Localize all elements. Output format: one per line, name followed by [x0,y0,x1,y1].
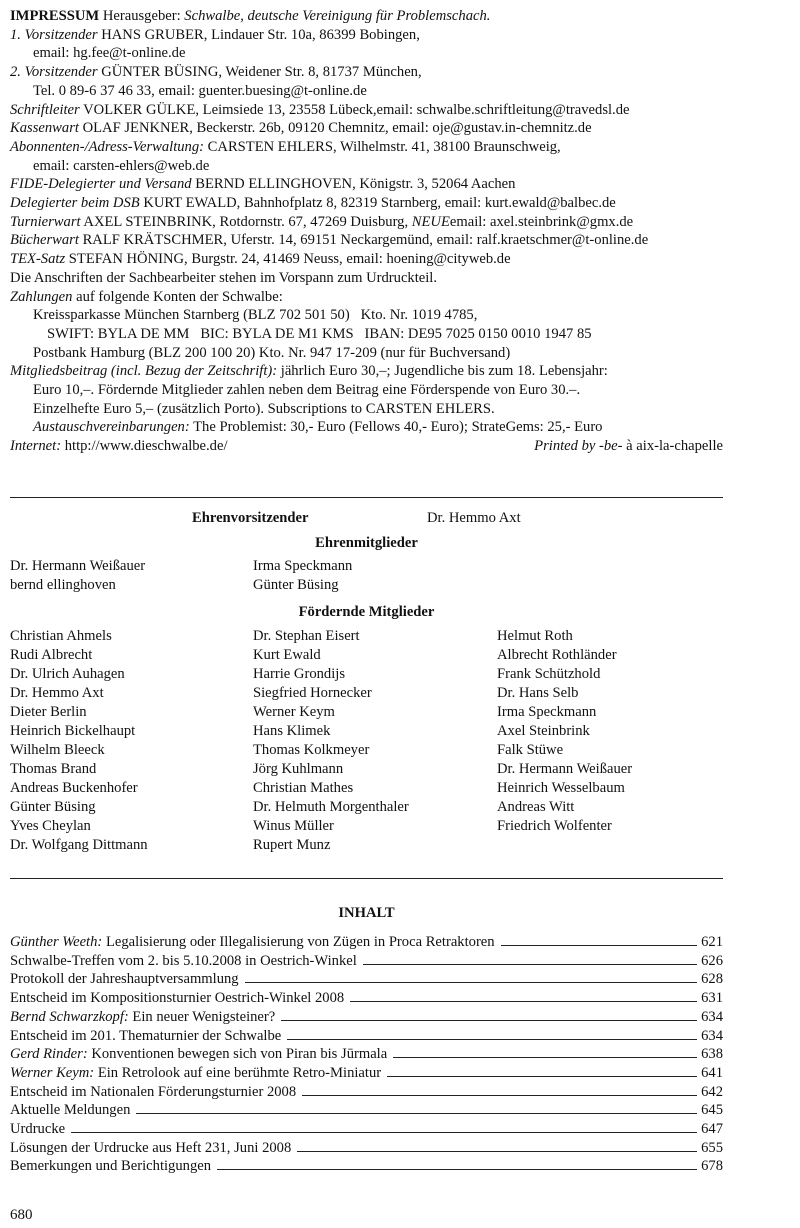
impressum-heading: IMPRESSUM [10,8,100,24]
member-name: Axel Steinbrink [497,723,590,739]
chair2-contact: Tel. 0 89-6 37 46 33, email: guenter.buesing@t-online.de [33,82,367,99]
toc-title: Protokoll der Jahreshauptversammlung [10,971,239,988]
member-name: Hans Klimek [253,723,331,739]
toc-entry [10,952,723,971]
member-name: Werner Keym [253,704,335,720]
toc-entry-text [10,989,344,1008]
member-name: Dr. Wolfgang Dittmann [10,837,148,853]
toc-entry [10,1101,723,1120]
exchange-label: Austauschvereinbarungen: [33,419,190,436]
member-name: Dr. Ulrich Auhagen [10,666,125,682]
tournament: AXEL STEINBRINK, Rotdornstr. 67, 47269 Duisburg, [83,213,409,230]
toc-page: 645 [701,1102,723,1119]
toc-leader [387,1076,697,1077]
member-name: Christian Mathes [253,780,354,796]
toc-title: Aktuelle Meldungen [10,1102,131,1119]
toc-page: 638 [701,1046,723,1063]
tournament-neue: NEUE [411,213,450,230]
dsb: KURT EWALD, Bahnhofplatz 8, 82319 Starnberg, email: kurt.ewald@balbec.de [143,195,616,212]
honorary-members-heading: Ehrenmitglieder [315,535,418,551]
honorary-members-left [10,557,145,595]
exchange-text: The Problemist: 30,- Euro (Fellows 40,- Euro); StrateGems: 25,- Euro [193,419,603,436]
member-name: Christian Ahmels [10,628,112,644]
toc-page: 642 [701,1083,723,1100]
printed-by-line [534,437,723,456]
member-name: Harrie Grondijs [253,666,345,682]
toc-entry-text [10,1083,296,1102]
chair2: GÜNTER BÜSING, Weidener Str. 8, 81737 München, [101,64,422,81]
toc-entry [10,970,723,989]
toc-page: 641 [701,1064,723,1081]
member-name: Jörg Kuhlmann [253,761,344,777]
toc-author: Gerd Rinder: [10,1046,88,1063]
toc-leader [245,982,698,983]
member-name: Albrecht Rothländer [497,647,617,663]
toc-leader [302,1095,697,1096]
publisher-label: Herausgeber: [102,8,181,24]
toc-title: Urdrucke [10,1121,66,1138]
books: RALF KRÄTSCHMER, Uferstr. 14, 69151 Neckargemünd, email: ralf.kraetschmer@t-online.de [82,232,649,249]
toc-title: Entscheid im Nationalen Förderungsturnier 2008 [10,1083,297,1100]
fee-label: Mitgliedsbeitrag (incl. Bezug der Zeitschrift): [10,363,278,380]
toc-entry-text [10,1101,130,1120]
supporting-heading: Fördernde Mitglieder [298,604,435,620]
toc-leader [393,1057,697,1058]
fide: BERND ELLINGHOVEN, Königstr. 3, 52064 Aachen [195,176,516,193]
tournament-role: Turnierwart [10,213,81,230]
member-name: Dr. Stephan Eisert [253,628,360,644]
toc-title: Schwalbe-Treffen vom 2. bis 5.10.2008 in Oestrich-Winkel [10,952,357,969]
toc-title: Entscheid im Kompositionsturnier Oestrich-Winkel 2008 [10,990,345,1007]
member-name: Thomas Kolkmeyer [253,742,370,758]
publisher: Schwalbe, deutsche Vereinigung für Problemschach. [184,8,491,24]
list-item: Dr. Hermann Weißauer [10,558,146,574]
chair1-role: 1. Vorsitzender [10,26,98,43]
member-name: Günter Büsing [10,799,96,815]
member-name: Rupert Munz [253,837,331,853]
member-name: Dr. Hans Selb [497,685,579,701]
member-name: Rudi Albrecht [10,647,93,663]
fee-line-2: Euro 10,–. Fördernde Mitglieder zahlen neben dem Beitrag eine Förderspende von Euro 30.–. [33,382,581,399]
divider-top [10,497,723,498]
toc-entry [10,1008,723,1027]
toc-entry-text [10,933,495,952]
editor: VOLKER GÜLKE, Leimsiede 13, 23558 Lübeck,email: schwalbe.schriftleitung@travedsl.de [83,101,630,118]
bank-line-3: Postbank Hamburg (BLZ 200 100 20) Kto. Nr. 947 17-209 (nur für Buchversand) [33,344,511,361]
supporting-col-2 [253,627,409,855]
list-item: Irma Speckmann [253,558,353,574]
toc-heading: INHALT [338,905,395,921]
member-name: Heinrich Bickelhaupt [10,723,136,739]
impressum-section [10,7,790,456]
toc-list [10,933,723,1176]
tex: STEFAN HÖNING, Burgstr. 24, 41469 Neuss, email: hoening@cityweb.de [68,251,511,268]
toc-page: 634 [701,1008,723,1025]
toc-page: 634 [701,1027,723,1044]
toc-leader [71,1132,697,1133]
toc-entry-text [10,1045,387,1064]
internet-label: Internet: [10,438,62,455]
treasurer: OLAF JENKNER, Beckerstr. 26b, 09120 Chemnitz, email: oje@gustav.in-chemnitz.de [82,120,592,137]
toc-author: Günther Weeth: [10,934,103,950]
subscriptions-role: Abonnenten-/Adress-Verwaltung: [10,138,205,155]
honorary-chair-name: Dr. Hemmo Axt [427,510,521,526]
toc-leader [297,1151,697,1152]
chair1: HANS GRUBER, Lindauer Str. 10a, 86399 Bobingen, [101,26,420,43]
toc-page: 628 [701,971,723,988]
toc-entry-text [10,970,239,989]
toc-author: Bernd Schwarzkopf: [10,1008,129,1025]
fide-role: FIDE-Delegierter und Versand [10,176,192,193]
toc-title: Ein Retrolook auf eine berühmte Retro-Miniatur [97,1064,382,1081]
toc-entry [10,933,723,952]
list-item: Günter Büsing [253,577,339,593]
tex-role: TEX-Satz [10,251,66,268]
toc-entry-text [10,952,357,971]
toc-entry-text [10,1064,381,1083]
page-number: 680 [10,1207,33,1223]
dsb-role: Delegierter beim DSB [10,195,140,212]
fee-line-3: Einzelhefte Euro 5,– (zusätzlich Porto). Subscriptions to CARSTEN EHLERS. [33,400,495,417]
toc-page: 678 [701,1158,723,1175]
subscriptions: CARSTEN EHLERS, Wilhelmstr. 41, 38100 Braunschweig, [207,138,561,155]
member-name: Thomas Brand [10,761,97,777]
tournament-email: email: axel.steinbrink@gmx.de [449,213,634,230]
toc-author: Werner Keym: [10,1064,95,1081]
toc-entry-text [10,1157,211,1176]
honorary-chair-label: Ehrenvorsitzender [192,510,309,526]
member-name: Dr. Hemmo Axt [10,685,104,701]
toc-entry [10,1064,723,1083]
toc-entry [10,1120,723,1139]
member-name: Wilhelm Bleeck [10,742,105,758]
subscriptions-email: email: carsten-ehlers@web.de [33,157,210,174]
member-name: Kurt Ewald [253,647,321,663]
member-name: Dieter Berlin [10,704,87,720]
toc-entry [10,1027,723,1046]
toc-title: Lösungen der Urdrucke aus Heft 231, Juni 2008 [10,1139,292,1156]
member-name: Dr. Hermann Weißauer [497,761,633,777]
toc-page: 626 [701,952,723,969]
toc-entry [10,1157,723,1176]
toc-title: Entscheid im 201. Thematurnier der Schwalbe [10,1027,282,1044]
toc-page: 655 [701,1139,723,1156]
supporting-col-1 [10,627,148,855]
toc-title: Ein neuer Wenigsteiner? [132,1008,276,1025]
printed-by: Printed by -be- [534,438,623,455]
toc-title: Bemerkungen und Berichtigungen [10,1158,212,1175]
toc-page: 631 [701,990,723,1007]
treasurer-role: Kassenwart [10,120,79,137]
member-name: Frank Schützhold [497,666,601,682]
member-name: Winus Müller [253,818,334,834]
toc-title: Konventionen bewegen sich von Piran bis Jūrmala [91,1046,388,1063]
toc-leader [350,1001,697,1002]
member-name: Siegfried Hornecker [253,685,372,701]
toc-leader [287,1039,697,1040]
member-name: Falk Stüwe [497,742,564,758]
payments-text: auf folgende Konten der Schwalbe: [76,288,283,305]
toc-leader [501,945,698,946]
toc-entry-text [10,1120,65,1139]
divider-bottom [10,878,723,879]
toc-entry [10,1139,723,1158]
member-name: Andreas Buckenhofer [10,780,138,796]
toc-leader [363,964,697,965]
toc-entry [10,1045,723,1064]
toc-entry [10,1083,723,1102]
honorary-members-right [253,557,352,595]
toc-entry-text [10,1008,275,1027]
member-name: Dr. Helmuth Morgenthaler [253,799,409,815]
toc-page: 621 [701,934,723,950]
bank-line-2: SWIFT: BYLA DE MM BIC: BYLA DE M1 KMS IBAN: DE95 7025 0150 0010 1947 85 [47,325,592,342]
list-item: bernd ellinghoven [10,577,116,593]
toc-leader [136,1113,697,1114]
member-name: Heinrich Wesselbaum [497,780,625,796]
supporting-col-3 [497,627,632,836]
internet-url: http://www.dieschwalbe.de/ [64,438,228,455]
member-name: Helmut Roth [497,628,573,644]
addresses-note: Die Anschriften der Sachbearbeiter stehen im Vorspann zum Urdruckteil. [10,269,438,286]
toc-entry-text [10,1027,281,1046]
toc-page: 647 [701,1121,723,1138]
member-name: Friedrich Wolfenter [497,818,612,834]
editor-role: Schriftleiter [10,101,80,118]
toc-title: Legalisierung oder Illegalisierung von Zügen in Proca Retraktoren [105,934,495,950]
member-name: Andreas Witt [497,799,575,815]
chair2-role: 2. Vorsitzender [10,64,98,81]
toc-entry [10,989,723,1008]
toc-entry-text [10,1139,291,1158]
payments-label: Zahlungen [10,288,73,305]
chair1-email: email: hg.fee@t-online.de [33,45,186,62]
member-name: Yves Cheylan [10,818,91,834]
member-name: Irma Speckmann [497,704,597,720]
toc-leader [281,1020,697,1021]
books-role: Bücherwart [10,232,79,249]
bank-line-1: Kreissparkasse München Starnberg (BLZ 702 501 50) Kto. Nr. 1019 4785, [33,307,478,324]
printed-place: à aix-la-chapelle [626,438,723,455]
fee-text: jährlich Euro 30,–; Jugendliche bis zum 18. Lebensjahr: [280,363,608,380]
toc-leader [217,1169,697,1170]
